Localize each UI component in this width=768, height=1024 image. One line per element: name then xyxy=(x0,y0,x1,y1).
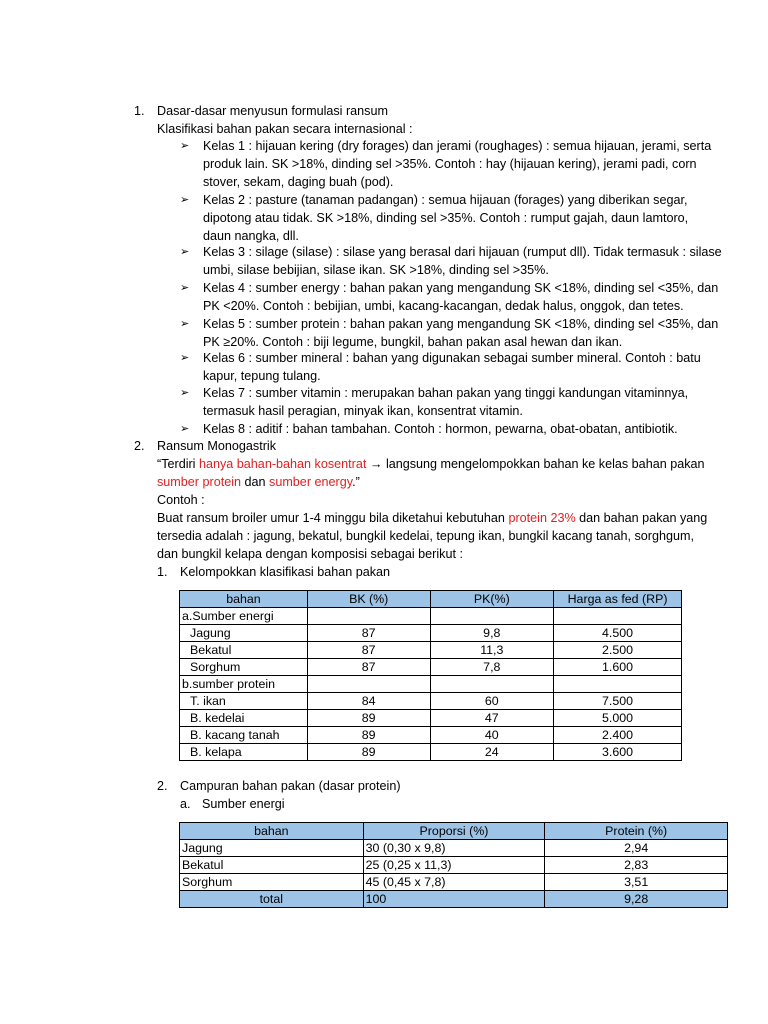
table-row xyxy=(180,659,682,676)
empty-cell xyxy=(554,676,682,693)
table-row xyxy=(180,693,682,710)
section-subtitle: Klasifikasi bahan pakan secara internasional : xyxy=(157,122,413,136)
total-label: total xyxy=(180,891,364,908)
total-value: 9,28 xyxy=(545,891,728,908)
quote-line-1: “Terdiri hanya bahan-bahan kosentrat → langsung mengelompokkan bahan ke kelas bahan pakan xyxy=(157,457,705,471)
kelas-line: Kelas 4 : sumber energy : bahan pakan yang mengandung SK <18%, dinding sel <35%, dan xyxy=(203,281,719,295)
group-label: a.Sumber energi xyxy=(180,608,308,625)
table-header-row xyxy=(180,591,682,608)
kelas-line: Kelas 5 : sumber protein : bahan pakan yang mengandung SK <18%, dinding sel <35%, dan xyxy=(203,317,719,331)
total-row xyxy=(180,891,728,908)
value-cell: 1.600 xyxy=(554,659,682,676)
kelas-line: Kelas 3 : silage (silase) : silase yang berasal dari hijauan (rumput dll). Tidak termasuk : silase xyxy=(203,245,722,259)
value-cell: 40 xyxy=(430,727,554,744)
header-cell: bahan xyxy=(180,823,364,840)
kelas-line: Kelas 6 : sumber mineral : bahan yang digunakan sebagai sumber mineral. Contoh : batu xyxy=(203,351,701,365)
ingredient-cell: B. kedelai xyxy=(180,710,308,727)
ingredient-cell: Bekatul xyxy=(180,857,364,874)
value-cell: 45 (0,45 x 7,8) xyxy=(363,874,545,891)
kelas-line: stover, sekam, daging buah (pod). xyxy=(203,175,394,189)
table-row xyxy=(180,840,728,857)
quote-line-2: sumber protein dan sumber energy.” xyxy=(157,475,360,489)
arrowhead-bullet-icon: ➢ xyxy=(180,387,190,399)
kelas-line: PK ≥20%. Contoh : biji legume, bungkil, bahan pakan asal hewan dan ikan. xyxy=(203,335,623,349)
task-line-2: tersedia adalah : jagung, bekatul, bungkil kedelai, tepung ikan, bungkil kacang tanah, sorghgum, xyxy=(157,529,695,543)
ingredient-cell: Sorghum xyxy=(180,874,364,891)
value-cell: 3.600 xyxy=(554,744,682,761)
kelas-line: PK <20%. Contoh : bebijian, umbi, kacang-kacangan, dedak halus, onggok, dan tetes. xyxy=(203,299,684,313)
value-cell: 2.400 xyxy=(554,727,682,744)
sub-letter: a. xyxy=(180,797,191,811)
right-arrow-icon: → xyxy=(366,457,386,471)
table-row xyxy=(180,857,728,874)
table-header-row xyxy=(180,823,728,840)
ingredient-cell: B. kelapa xyxy=(180,744,308,761)
contoh-label: Contoh : xyxy=(157,493,205,507)
sub-title: Sumber energi xyxy=(202,797,285,811)
empty-cell xyxy=(307,608,430,625)
kelas-line: termasuk hasil peragian, minyak ikan, konsentrat vitamin. xyxy=(203,404,523,418)
group-label: b.sumber protein xyxy=(180,676,308,693)
section-title: Ransum Monogastrik xyxy=(157,439,276,453)
arrowhead-bullet-icon: ➢ xyxy=(180,423,190,435)
arrowhead-bullet-icon: ➢ xyxy=(180,194,190,206)
kelas-line: kapur, tepung tulang. xyxy=(203,369,321,383)
value-cell: 2,94 xyxy=(545,840,728,857)
value-cell: 87 xyxy=(307,659,430,676)
kelas-line: Kelas 2 : pasture (tanaman padangan) : semua hijauan (forages) yang diberikan segar, xyxy=(203,193,688,207)
step-number: 1. xyxy=(157,565,168,579)
group-row xyxy=(180,608,682,625)
kelas-line: Kelas 1 : hijauan kering (dry forages) dan jerami (roughages) : semua hijauan, jerami, serta xyxy=(203,139,712,153)
arrowhead-bullet-icon: ➢ xyxy=(180,282,190,294)
step-title: Kelompokkan klasifikasi bahan pakan xyxy=(180,565,391,579)
arrowhead-bullet-icon: ➢ xyxy=(180,318,190,330)
energy-mix-table xyxy=(179,822,728,908)
header-cell: Proporsi (%) xyxy=(363,823,545,840)
table-row xyxy=(180,727,682,744)
list-number: 2. xyxy=(134,439,145,453)
list-number: 1. xyxy=(134,104,145,118)
task-line-3: dan bungkil kelapa dengan komposisi sebagai berikut : xyxy=(157,547,463,561)
ingredient-cell: Sorghum xyxy=(180,659,308,676)
value-cell: 87 xyxy=(307,642,430,659)
step-title: Campuran bahan pakan (dasar protein) xyxy=(180,779,401,793)
table-row xyxy=(180,642,682,659)
value-cell: 7,8 xyxy=(430,659,554,676)
classification-table xyxy=(179,590,682,761)
value-cell: 3,51 xyxy=(545,874,728,891)
empty-cell xyxy=(307,676,430,693)
step-number: 2. xyxy=(157,779,168,793)
value-cell: 24 xyxy=(430,744,554,761)
value-cell: 89 xyxy=(307,744,430,761)
table-row xyxy=(180,744,682,761)
kelas-line: Kelas 7 : sumber vitamin : merupakan bahan pakan yang tinggi kandungan vitaminnya, xyxy=(203,386,689,400)
empty-cell xyxy=(430,676,554,693)
value-cell: 11,3 xyxy=(430,642,554,659)
ingredient-cell: Jagung xyxy=(180,625,308,642)
value-cell: 25 (0,25 x 11,3) xyxy=(363,857,545,874)
arrowhead-bullet-icon: ➢ xyxy=(180,352,190,364)
value-cell: 89 xyxy=(307,727,430,744)
value-cell: 4.500 xyxy=(554,625,682,642)
kelas-line: dipotong atau tidak. SK >18%, dinding sel >35%. Contoh : rumput gajah, daun lamtoro, xyxy=(203,211,689,225)
value-cell: 30 (0,30 x 9,8) xyxy=(363,840,545,857)
arrowhead-bullet-icon: ➢ xyxy=(180,246,190,258)
value-cell: 60 xyxy=(430,693,554,710)
ingredient-cell: T. ikan xyxy=(180,693,308,710)
header-cell: PK(%) xyxy=(430,591,554,608)
value-cell: 7.500 xyxy=(554,693,682,710)
value-cell: 84 xyxy=(307,693,430,710)
header-cell: BK (%) xyxy=(307,591,430,608)
header-cell: Protein (%) xyxy=(545,823,728,840)
ingredient-cell: B. kacang tanah xyxy=(180,727,308,744)
value-cell: 47 xyxy=(430,710,554,727)
header-cell: bahan xyxy=(180,591,308,608)
kelas-line: umbi, silase bebijian, silase ikan. SK >18%, dinding sel >35%. xyxy=(203,263,549,277)
header-cell: Harga as fed (RP) xyxy=(554,591,682,608)
value-cell: 89 xyxy=(307,710,430,727)
value-cell: 5.000 xyxy=(554,710,682,727)
value-cell: 2,83 xyxy=(545,857,728,874)
value-cell: 2.500 xyxy=(554,642,682,659)
table-row xyxy=(180,625,682,642)
ingredient-cell: Jagung xyxy=(180,840,364,857)
group-row xyxy=(180,676,682,693)
kelas-line: produk lain. SK >18%, dinding sel >35%. Contoh : hay (hijauan kering), jerami padi, corn xyxy=(203,157,697,171)
task-line-1: Buat ransum broiler umur 1-4 minggu bila diketahui kebutuhan protein 23% dan bahan pakan yang xyxy=(157,511,708,525)
value-cell: 9,8 xyxy=(430,625,554,642)
table-row xyxy=(180,874,728,891)
ingredient-cell: Bekatul xyxy=(180,642,308,659)
arrowhead-bullet-icon: ➢ xyxy=(180,140,190,152)
total-value: 100 xyxy=(363,891,545,908)
kelas-line: Kelas 8 : aditif : bahan tambahan. Contoh : hormon, pewarna, obat-obatan, antibiotik. xyxy=(203,422,678,436)
empty-cell xyxy=(430,608,554,625)
value-cell: 87 xyxy=(307,625,430,642)
empty-cell xyxy=(554,608,682,625)
table-row xyxy=(180,710,682,727)
kelas-line: daun nangka, dll. xyxy=(203,229,299,243)
section-title: Dasar-dasar menyusun formulasi ransum xyxy=(157,104,388,118)
